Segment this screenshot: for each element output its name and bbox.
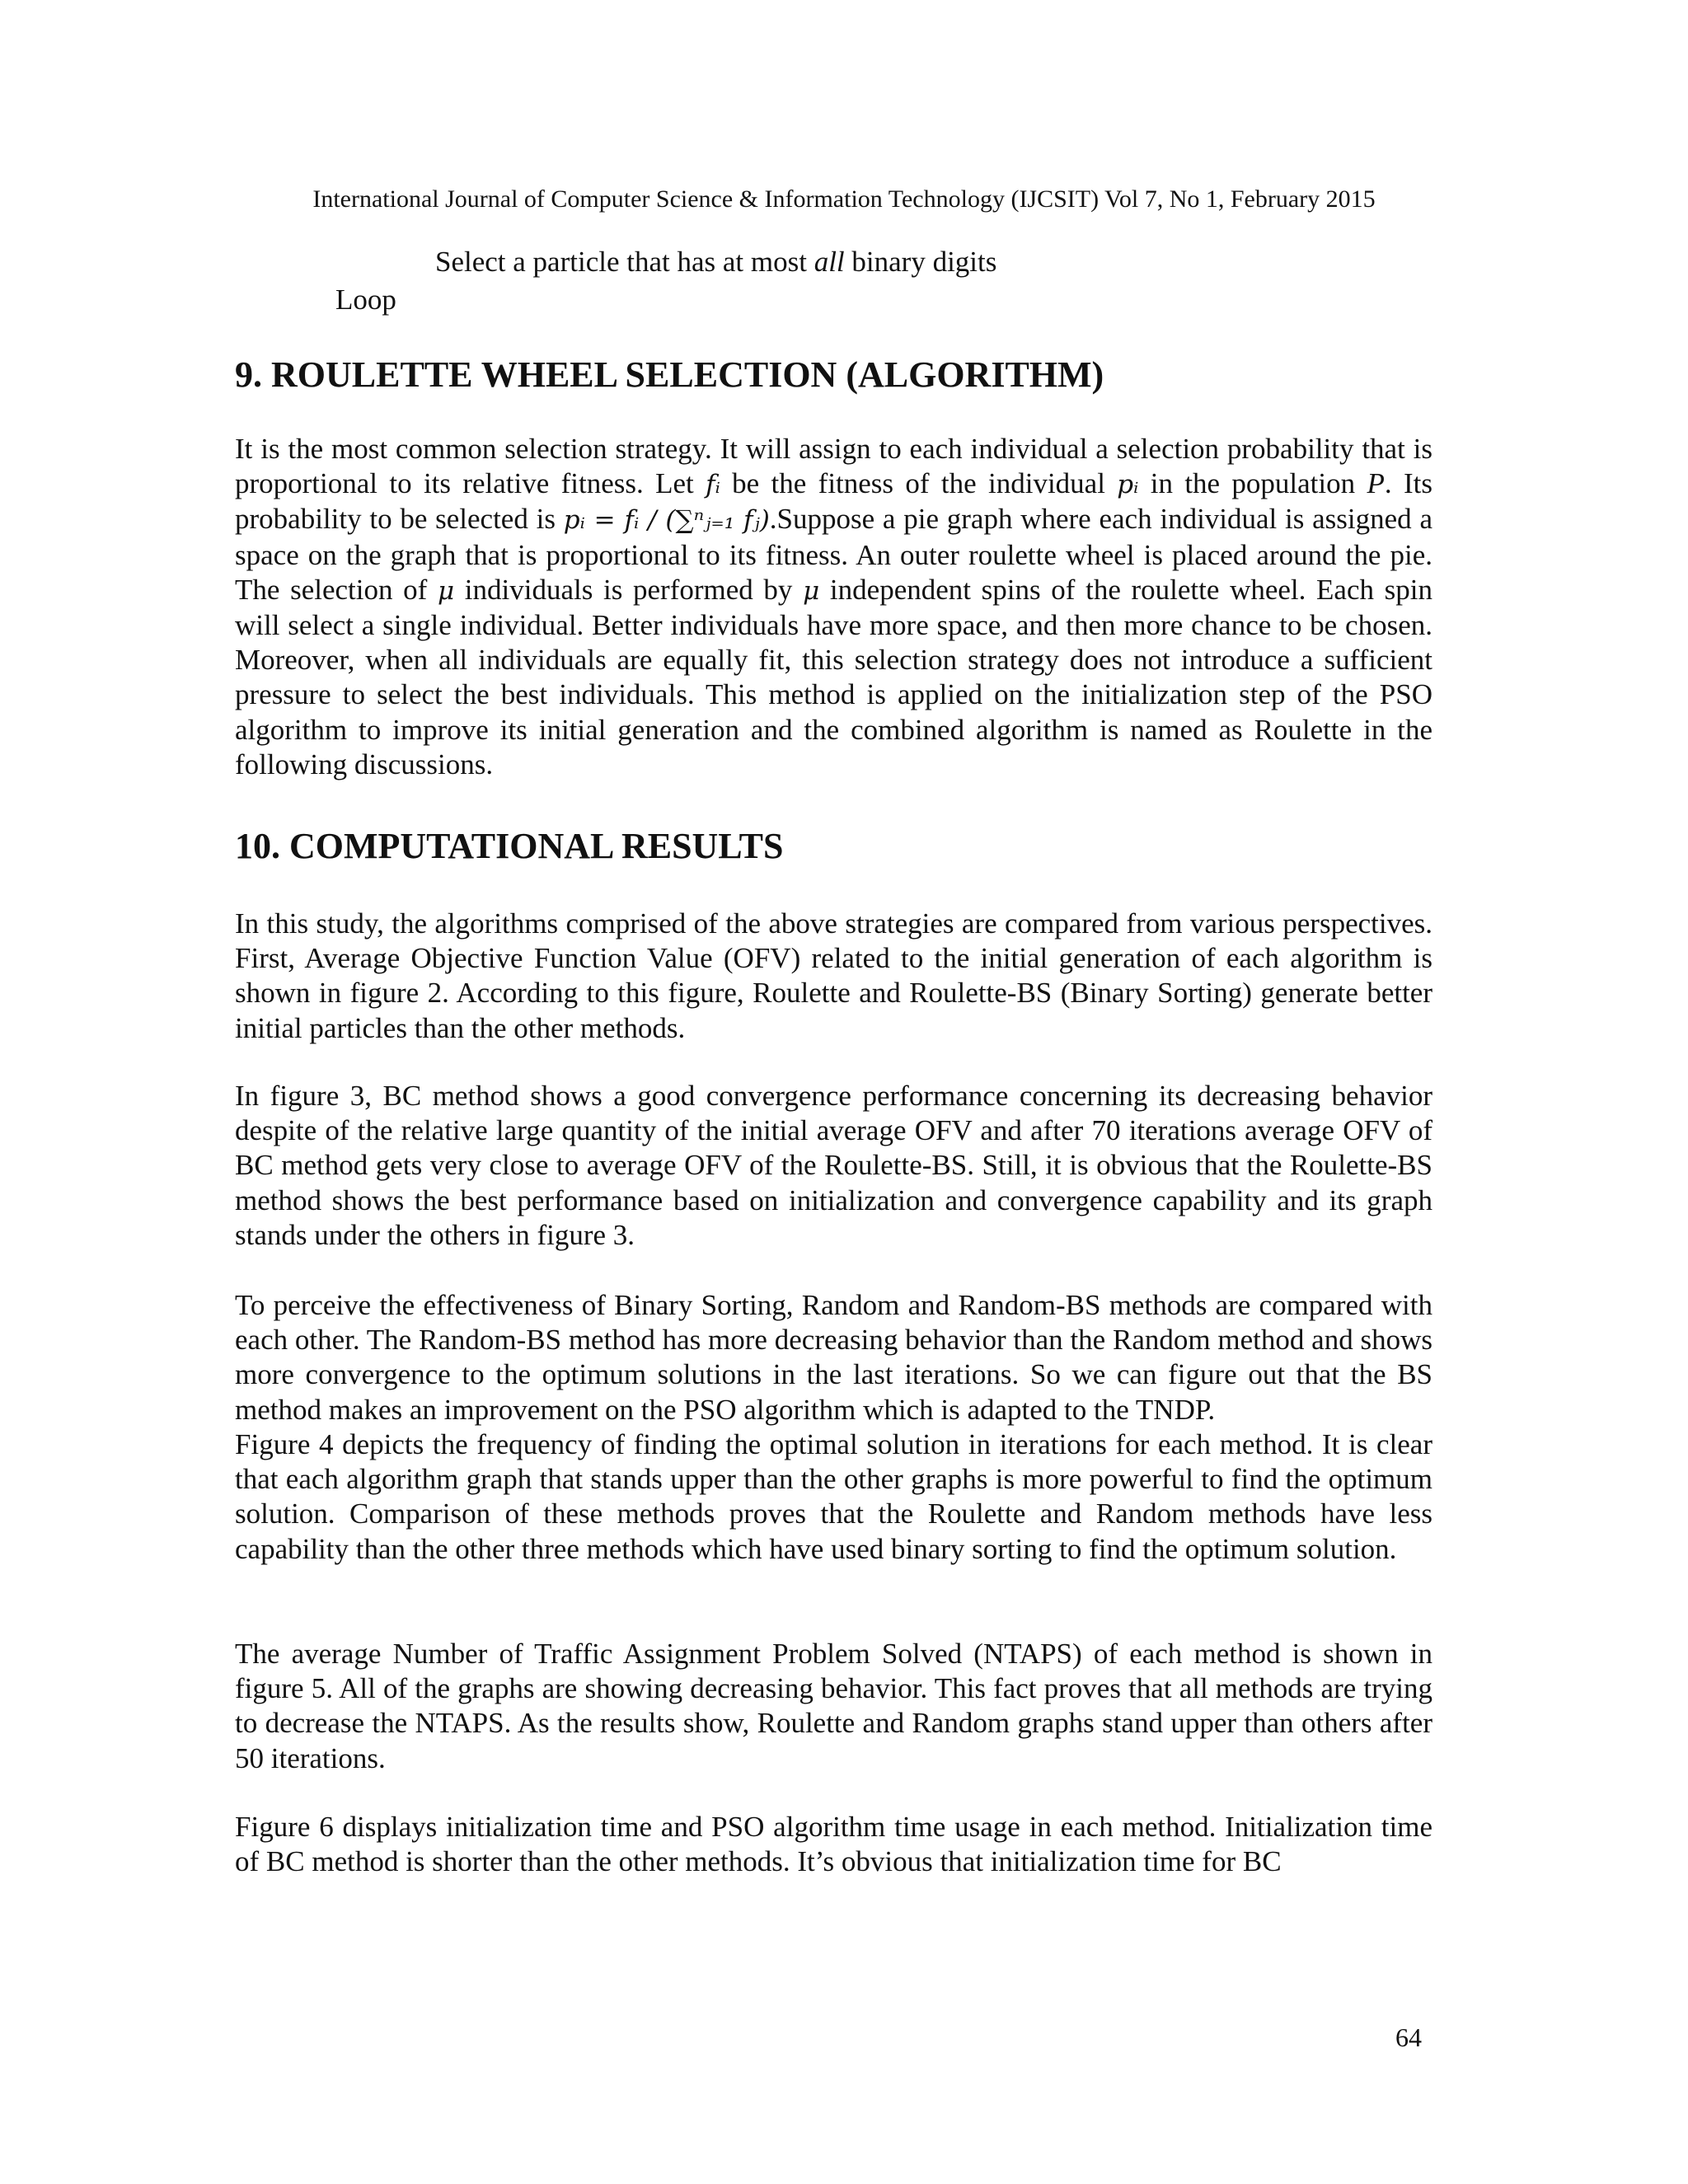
section-10-heading: 10. COMPUTATIONAL RESULTS — [235, 826, 784, 866]
text-run: in the population — [1138, 467, 1367, 500]
algorithm-text-italic: all — [814, 246, 845, 278]
math-fi: fᵢ — [706, 470, 720, 500]
algorithm-line-select — [435, 244, 996, 280]
math-pi: pᵢ — [1117, 470, 1139, 500]
paragraph-figure-5: The average Number of Traffic Assignment Problem Solved (NTAPS) of each method is shown in figure 5. All of the graphs are showing decreasing behavior. This fact proves that all methods are trying to decrease the NTAPS. As the results show, Roulette and Random graphs stand upper than others after 50 iterations. — [235, 1638, 1432, 1774]
math-mu: μ — [803, 575, 820, 606]
algorithm-text-after: binary digits — [844, 246, 997, 278]
algorithm-text-before: Select a particle that has at most — [435, 246, 814, 278]
section-9-paragraph — [235, 432, 1432, 782]
paragraph-figure-6: Figure 6 displays initialization time and PSO algorithm time usage in each method. Initialization time of BC method is shorter than the other methods. It’s obvious that initialization time for BC — [235, 1811, 1432, 1878]
text-run: individuals is performed by — [454, 573, 804, 606]
text-run: .Suppose a pie graph where each individual is assigned a space on the graph that is proportional to its fitness. An outer roulette wheel is placed around the pie. The selection of — [235, 503, 1432, 606]
section-9-heading: 9. ROULETTE WHEEL SELECTION (ALGORITHM) — [235, 354, 1104, 395]
math-P: P — [1367, 467, 1385, 500]
paragraph-figure-3: In figure 3, BC method shows a good convergence performance concerning its decreasing behavior despite of the relative large quantity of the initial average OFV and after 70 iterations average OFV of BC method gets very close to average OFV of the Roulette-BS. Still, it is obvious that the Roulette-BS method shows the best performance based on initialization and convergence capability and its graph stands under the others in figure 3. — [235, 1080, 1432, 1251]
text-run: independent spins of the roulette wheel. Each spin will select a single individual. Better individuals have more space, and then more chance to be chosen. Moreover, when all individuals are equally fit, this selection strategy does not introduce a sufficient pressure to select the best individuals. This method is applied on the initialization step of the PSO algorithm to improve its initial generation and the combined algorithm is named as Roulette in the following discussions. — [235, 573, 1433, 780]
algorithm-line-loop: Loop — [335, 284, 396, 316]
paragraph-binary-sorting: To perceive the effectiveness of Binary Sorting, Random and Random-BS methods are compared with each other. The Random-BS method has more decreasing behavior than the Random method and shows more convergence to the optimum solutions in the last iterations. So we can figure out that the BS method makes an improvement on the PSO algorithm which is adapted to the TNDP. — [235, 1289, 1432, 1426]
math-mu: μ — [437, 575, 455, 606]
text-run: It is the most common selection strategy. It will assign to each individual a selection probability that is proportional to its relative fitness. Let — [235, 433, 1432, 500]
page-number: 64 — [1395, 2022, 1422, 2052]
text-run: be the fitness of the individual — [720, 467, 1118, 500]
text-run: . Its probability to be selected is — [235, 467, 1432, 536]
paragraph-intro: In this study, the algorithms comprised of the above strategies are compared from various perspectives. First, Average Objective Function Value (OFV) related to the initial generation of each algorithm is shown in figure 2. According to this figure, Roulette and Roulette-BS (Binary Sorting) generate better initial particles than the other methods. — [235, 907, 1432, 1044]
probability-formula: pᵢ = fᵢ / (∑ⁿⱼ₌₁ fⱼ) — [563, 505, 770, 536]
paragraph-figure-4: Figure 4 depicts the frequency of finding the optimal solution in iterations for each method. It is clear that each algorithm graph that stands upper than the other graphs is more powerful to find the optimum solution. Comparison of these methods proves that the Roulette and Random methods have less capability than the other three methods which have used binary sorting to find the optimum solution. — [235, 1428, 1432, 1565]
running-header: International Journal of Computer Science & Information Technology (IJCSIT) Vol 7, No 1, February 2015 — [312, 185, 1376, 213]
